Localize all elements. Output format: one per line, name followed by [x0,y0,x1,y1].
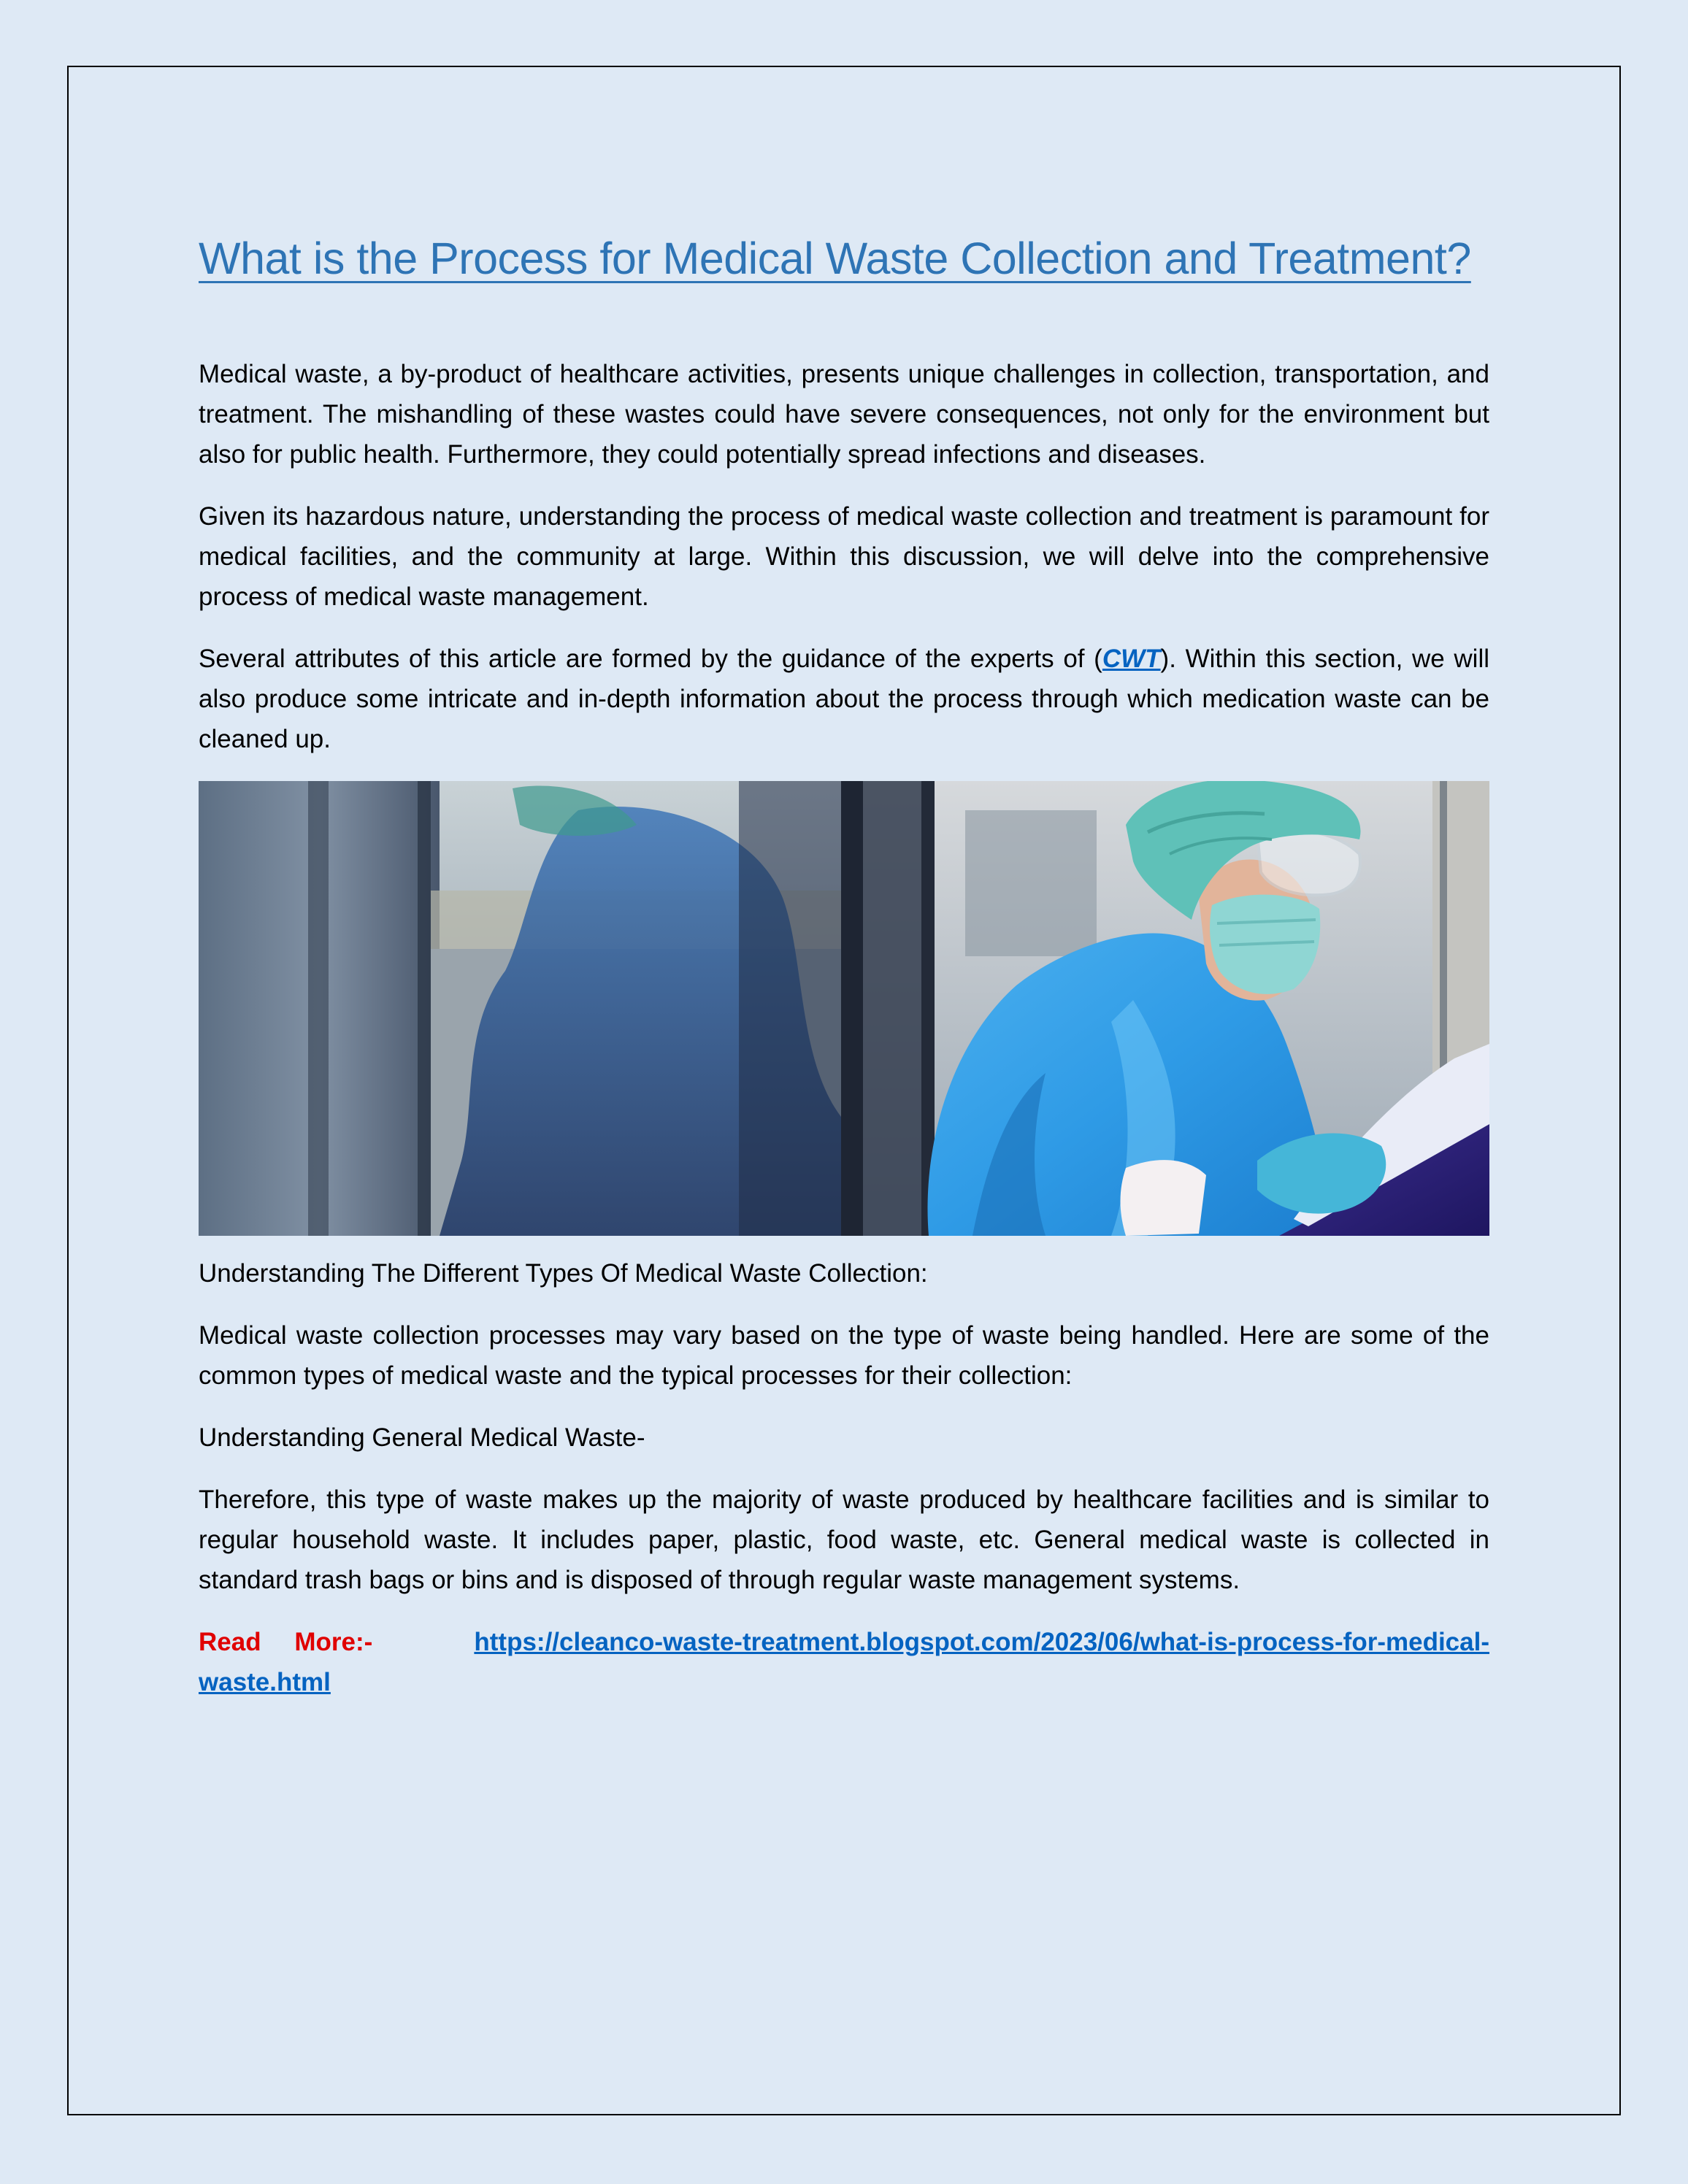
attribution-paragraph [199,639,1489,759]
general-waste-paragraph: Therefore, this type of waste makes up the majority of waste produced by healthcare facilities and is similar to regular household waste. It includes paper, plastic, food waste, etc. General medical waste is collected in standard trash bags or bins and is disposed of through regular waste management systems. [199,1485,1489,1595]
read-more-label: Read More:- [199,1628,373,1657]
cwt-link[interactable]: CWT [1102,645,1161,674]
article-content [199,232,1489,1702]
read-more-link[interactable]: https://cleanco-waste-treatment.blogspot.com/2023/06/what-is-process-for-medical-waste.html [199,1628,1489,1697]
types-paragraph: Medical waste collection processes may vary based on the type of waste being handled. Here are some of the common types of medical waste and the typical processes for their collection: [199,1321,1489,1391]
article-title: What is the Process for Medical Waste Collection and Treatment? [199,234,1471,283]
hero-image-medical-worker [199,781,1489,1236]
general-waste-subheading: Understanding General Medical Waste- [199,1423,645,1453]
types-subheading: Understanding The Different Types Of Medical Waste Collection: [199,1259,928,1288]
hazard-paragraph: Given its hazardous nature, understanding the process of medical waste collection and treatment is paramount for medical facilities, and the community at large. Within this discussion, we will delve into the comprehensive process of medical waste management. [199,502,1489,612]
attribution-text-after: ). Within this section, we will also produce some intricate and in-depth information about the process through which medication waste can be cleaned up. [199,645,1489,754]
attribution-text-before: Several attributes of this article are formed by the guidance of the experts of ( [199,645,1102,674]
intro-paragraph: Medical waste, a by-product of healthcare activities, presents unique challenges in collection, transportation, and treatment. The mishandling of these wastes could have severe consequences, not only for the environment but also for public health. Furthermore, they could potentially spread infections and diseases. [199,360,1489,469]
read-more-line [199,1622,1489,1702]
